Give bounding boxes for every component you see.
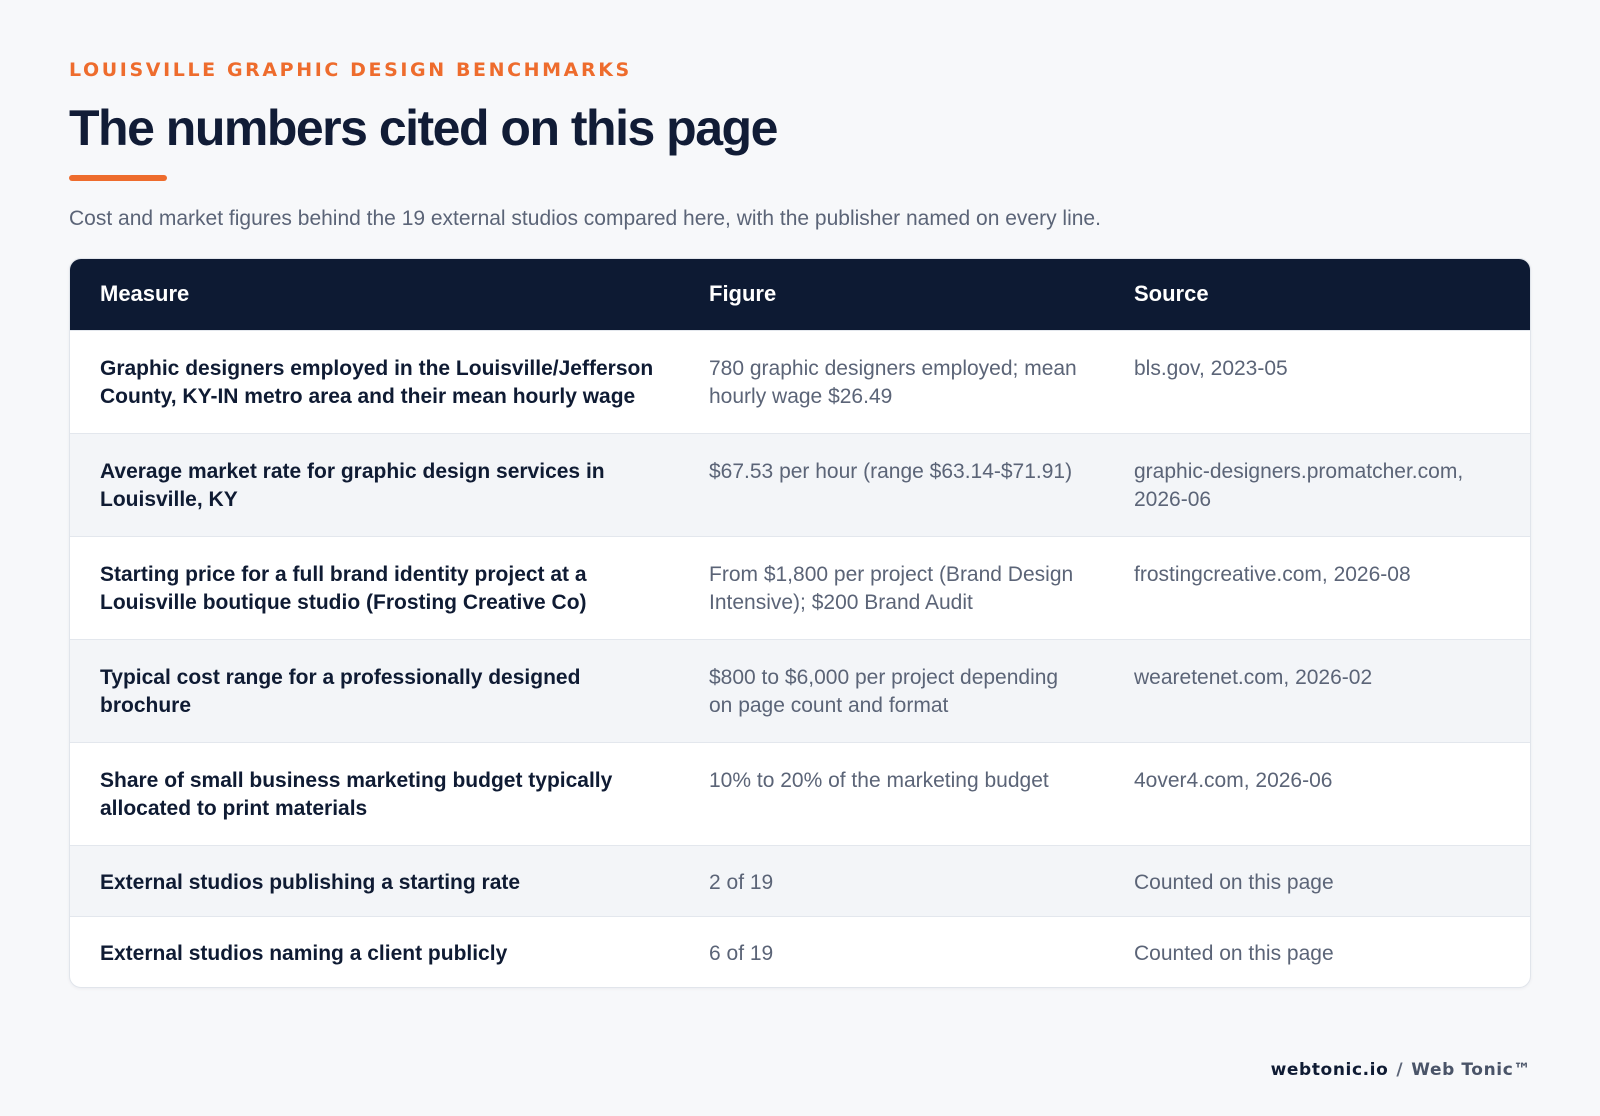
measure-cell: Starting price for a full brand identity project at a Louisville boutique studio (Frosting Creative Co): [100, 562, 587, 614]
eyebrow-label: LOUISVILLE GRAPHIC DESIGN BENCHMARKS: [69, 59, 632, 81]
measure-cell: External studios publishing a starting rate: [100, 870, 521, 894]
table-row: [70, 742, 1530, 845]
figure-cell: $800 to $6,000 per project depending on page count and format: [709, 665, 1059, 717]
column-header-figure: Figure: [709, 281, 777, 307]
page-title: The numbers cited on this page: [69, 100, 777, 156]
figure-cell: From $1,800 per project (Brand Design Intensive); $200 Brand Audit: [709, 562, 1074, 614]
source-cell: bls.gov, 2023-05: [1134, 356, 1288, 380]
measure-cell: Graphic designers employed in the Louisville/Jefferson County, KY-IN metro area and their mean hourly wage: [100, 356, 654, 408]
figure-cell: 2 of 19: [709, 870, 774, 894]
source-cell: graphic-designers.promatcher.com, 2026-06: [1134, 459, 1464, 511]
table-row: [70, 330, 1530, 433]
page-subtitle: Cost and market figures behind the 19 external studios compared here, with the publisher named on every line.: [69, 207, 1101, 230]
figure-cell: $67.53 per hour (range $63.14-$71.91): [709, 459, 1073, 483]
column-header-source: Source: [1134, 281, 1209, 307]
footer-brand: Web Tonic™: [1411, 1060, 1531, 1080]
table-header-row: [70, 259, 1530, 330]
benchmarks-table-card: [69, 258, 1531, 988]
source-cell: frostingcreative.com, 2026-08: [1134, 562, 1411, 586]
measure-cell: External studios naming a client publicly: [100, 941, 508, 965]
table-row: [70, 433, 1530, 536]
source-cell: wearetenet.com, 2026-02: [1134, 665, 1373, 689]
benchmarks-table: [70, 259, 1530, 987]
measure-cell: Average market rate for graphic design services in Louisville, KY: [100, 459, 605, 511]
footer-domain: webtonic.io: [1270, 1060, 1389, 1080]
table-row: [70, 639, 1530, 742]
title-underline-accent: [69, 175, 167, 181]
source-cell: Counted on this page: [1134, 870, 1334, 894]
footer-separator: /: [1396, 1060, 1404, 1080]
source-cell: Counted on this page: [1134, 941, 1334, 965]
source-cell: 4over4.com, 2026-06: [1134, 768, 1333, 792]
benchmarks-page: [69, 56, 1531, 988]
figure-cell: 10% to 20% of the marketing budget: [709, 768, 1049, 792]
table-row: [70, 536, 1530, 639]
table-row: [70, 916, 1530, 987]
figure-cell: 6 of 19: [709, 941, 774, 965]
table-row: [70, 845, 1530, 916]
measure-cell: Typical cost range for a professionally designed brochure: [100, 665, 581, 717]
figure-cell: 780 graphic designers employed; mean hourly wage $26.49: [709, 356, 1077, 408]
column-header-measure: Measure: [100, 281, 190, 307]
measure-cell: Share of small business marketing budget typically allocated to print materials: [100, 768, 613, 820]
footer-credit: [1271, 1060, 1531, 1080]
